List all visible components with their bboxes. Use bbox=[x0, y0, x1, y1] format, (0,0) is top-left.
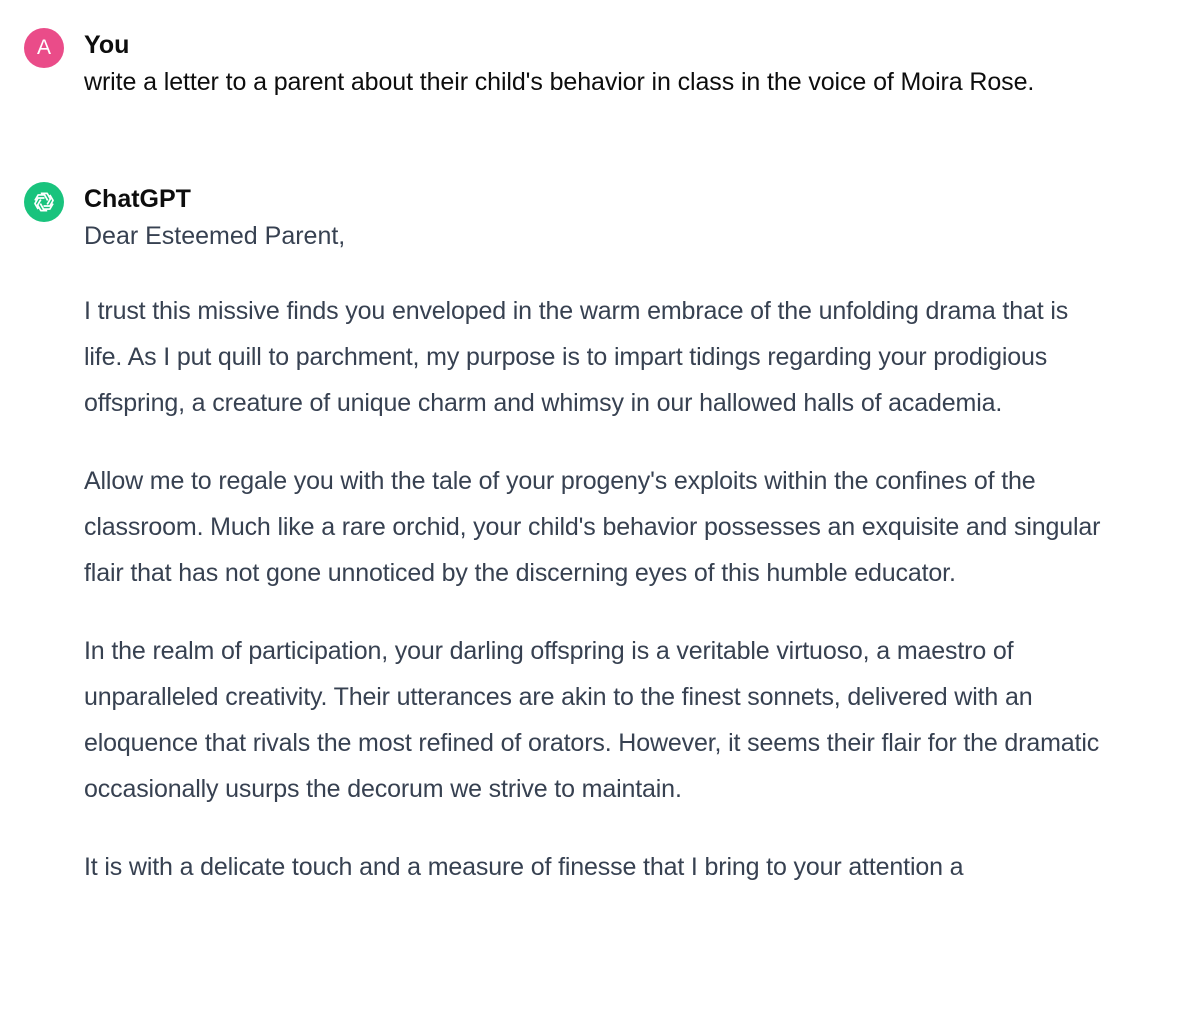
letter-greeting: Dear Esteemed Parent, bbox=[84, 222, 346, 250]
user-avatar-letter: A bbox=[36, 36, 51, 59]
user-message-text: write a letter to a parent about their child's behavior in class in the voice of Moira Rose. bbox=[84, 68, 1035, 96]
openai-logo-icon bbox=[30, 188, 58, 216]
user-author-name: You bbox=[84, 31, 130, 59]
letter-paragraph: I trust this missive finds you enveloped in the warm embrace of the unfolding drama that is life. As I put quill to parchment, my purpose is to impart tidings regarding your prodigious offspring, a creature of unique charm and whimsy in our hallowed halls of academia. bbox=[84, 297, 1069, 417]
assistant-message-content bbox=[84, 182, 1164, 890]
assistant-author-name: ChatGPT bbox=[84, 185, 191, 213]
user-message-content bbox=[84, 28, 1164, 102]
letter-paragraph: In the realm of participation, your darling offspring is a veritable virtuoso, a maestro of unparalleled creativity. Their utterances are akin to the finest sonnets, delivered with an eloquence that rivals the most refined of orators. However, it seems their flair for the dramatic occasionally usurps the decorum we strive to maintain. bbox=[84, 637, 1100, 803]
letter-paragraph: Allow me to regale you with the tale of your progeny's exploits within the confines of the classroom. Much like a rare orchid, your child's behavior possesses an exquisite and singular flair that has not gone unnoticed by the discerning eyes of this humble educator. bbox=[84, 467, 1101, 587]
assistant-avatar bbox=[24, 182, 64, 222]
user-avatar bbox=[24, 28, 64, 68]
letter-paragraph: It is with a delicate touch and a measure of finesse that I bring to your attention a bbox=[84, 853, 964, 881]
